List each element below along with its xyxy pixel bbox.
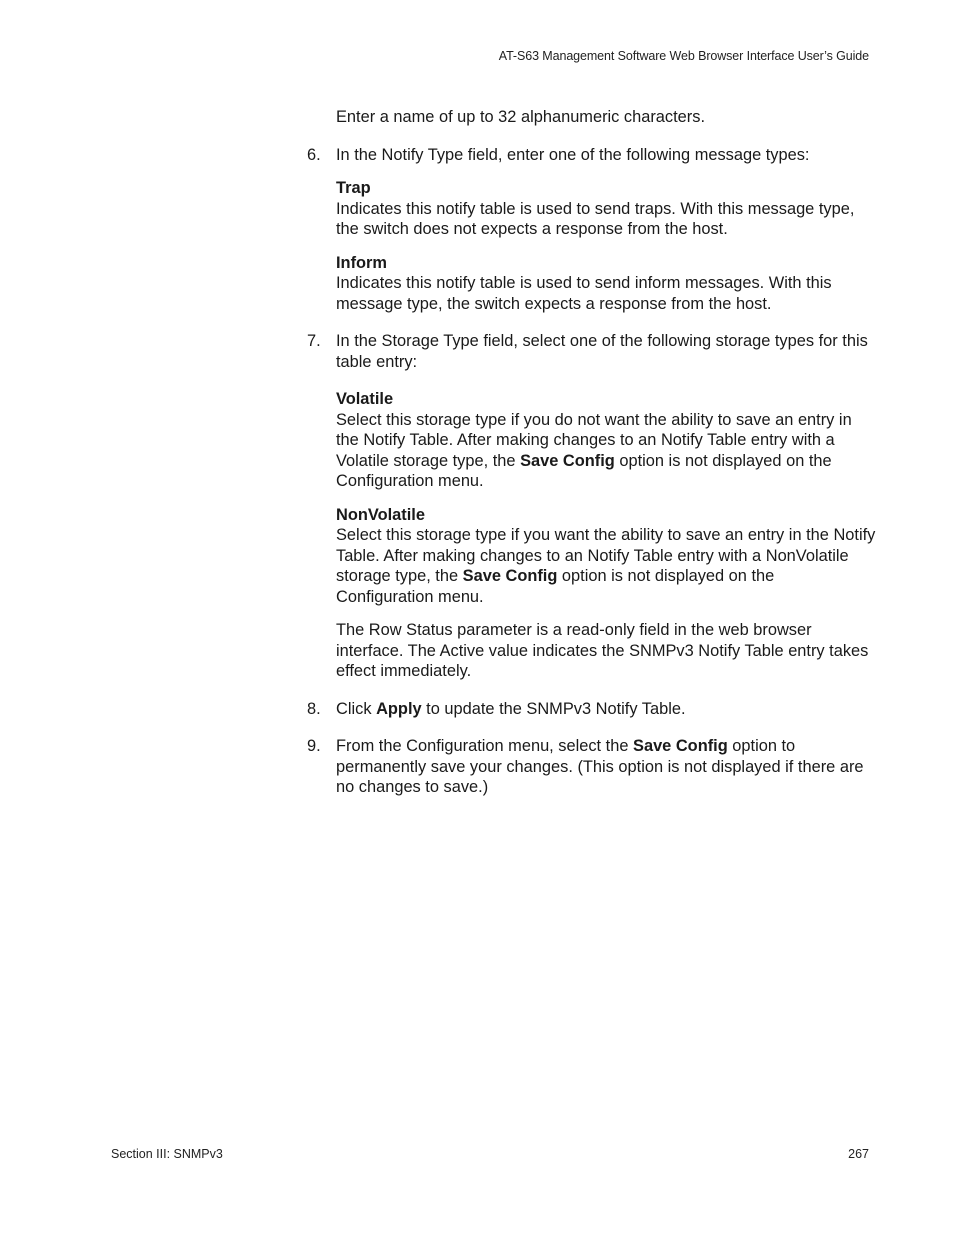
definition-nonvolatile bbox=[336, 505, 876, 608]
definition-description bbox=[336, 525, 876, 607]
intro-paragraph: Enter a name of up to 32 alphanumeric characters. bbox=[336, 108, 705, 126]
step-6 bbox=[307, 145, 876, 166]
definition-term: Volatile bbox=[336, 390, 394, 408]
save-config-emphasis: Save Config bbox=[633, 737, 728, 755]
row-status-note: The Row Status parameter is a read-only field in the web browser interface. The Active value indicates the SNMPv3 Notify Table entry takes effect immediately. bbox=[336, 621, 869, 680]
apply-emphasis: Apply bbox=[376, 699, 422, 718]
running-header: AT-S63 Management Software Web Browser Interface User’s Guide bbox=[498, 49, 869, 63]
definition-description: Indicates this notify table is used to send traps. With this message type, the switch does not expects a response from the host. bbox=[336, 199, 855, 238]
step-text-part: Click bbox=[336, 699, 377, 718]
step-text bbox=[336, 699, 876, 720]
definition-description: Indicates this notify table is used to send inform messages. With this message type, the switch expects a response from the host. bbox=[336, 274, 832, 313]
description-text: Select this storage type if you want the ability to save an entry in the Notify Table. After making changes to an Notify Table entry with a NonVolatile storage type, the bbox=[336, 526, 876, 585]
definition-term: Trap bbox=[336, 179, 371, 197]
footer-section: Section III: SNMPv3 bbox=[111, 1147, 223, 1161]
description-text: Select this storage type if you do not want the ability to save an entry in the Notify Table. After making changes to an Notify Table entry with a Volatile storage type, the bbox=[336, 410, 852, 470]
step-8 bbox=[307, 699, 876, 720]
definition-volatile bbox=[336, 389, 876, 492]
page-number: 267 bbox=[848, 1147, 869, 1161]
description-text: option is not displayed on the Configuration menu. bbox=[336, 451, 832, 490]
definition-inform bbox=[336, 253, 876, 315]
step-text-part: option to permanently save your changes. (This option is not displayed if there are no changes to save.) bbox=[336, 737, 864, 796]
step-number: 7. bbox=[307, 332, 321, 350]
definition-term: Inform bbox=[336, 253, 387, 272]
step-number: 6. bbox=[307, 145, 321, 164]
definition-description bbox=[336, 410, 876, 492]
step-number: 9. bbox=[307, 737, 321, 755]
definition-trap bbox=[336, 178, 876, 240]
document-body bbox=[307, 107, 876, 798]
definition-term: NonVolatile bbox=[336, 505, 425, 524]
step-text: In the Storage Type field, select one of the following storage types for this table entry: bbox=[336, 332, 868, 371]
step-7 bbox=[307, 331, 876, 372]
step-text bbox=[336, 736, 876, 798]
save-config-emphasis: Save Config bbox=[520, 451, 615, 470]
step-9 bbox=[307, 736, 876, 798]
step-text-part: From the Configuration menu, select the bbox=[336, 737, 634, 755]
description-text: option is not displayed on the Configuration menu. bbox=[336, 567, 775, 606]
step-text: In the Notify Type field, enter one of the following message types: bbox=[336, 145, 810, 164]
step-text-part: to update the SNMPv3 Notify Table. bbox=[421, 699, 686, 718]
save-config-emphasis: Save Config bbox=[462, 567, 558, 585]
step-number: 8. bbox=[307, 699, 321, 718]
